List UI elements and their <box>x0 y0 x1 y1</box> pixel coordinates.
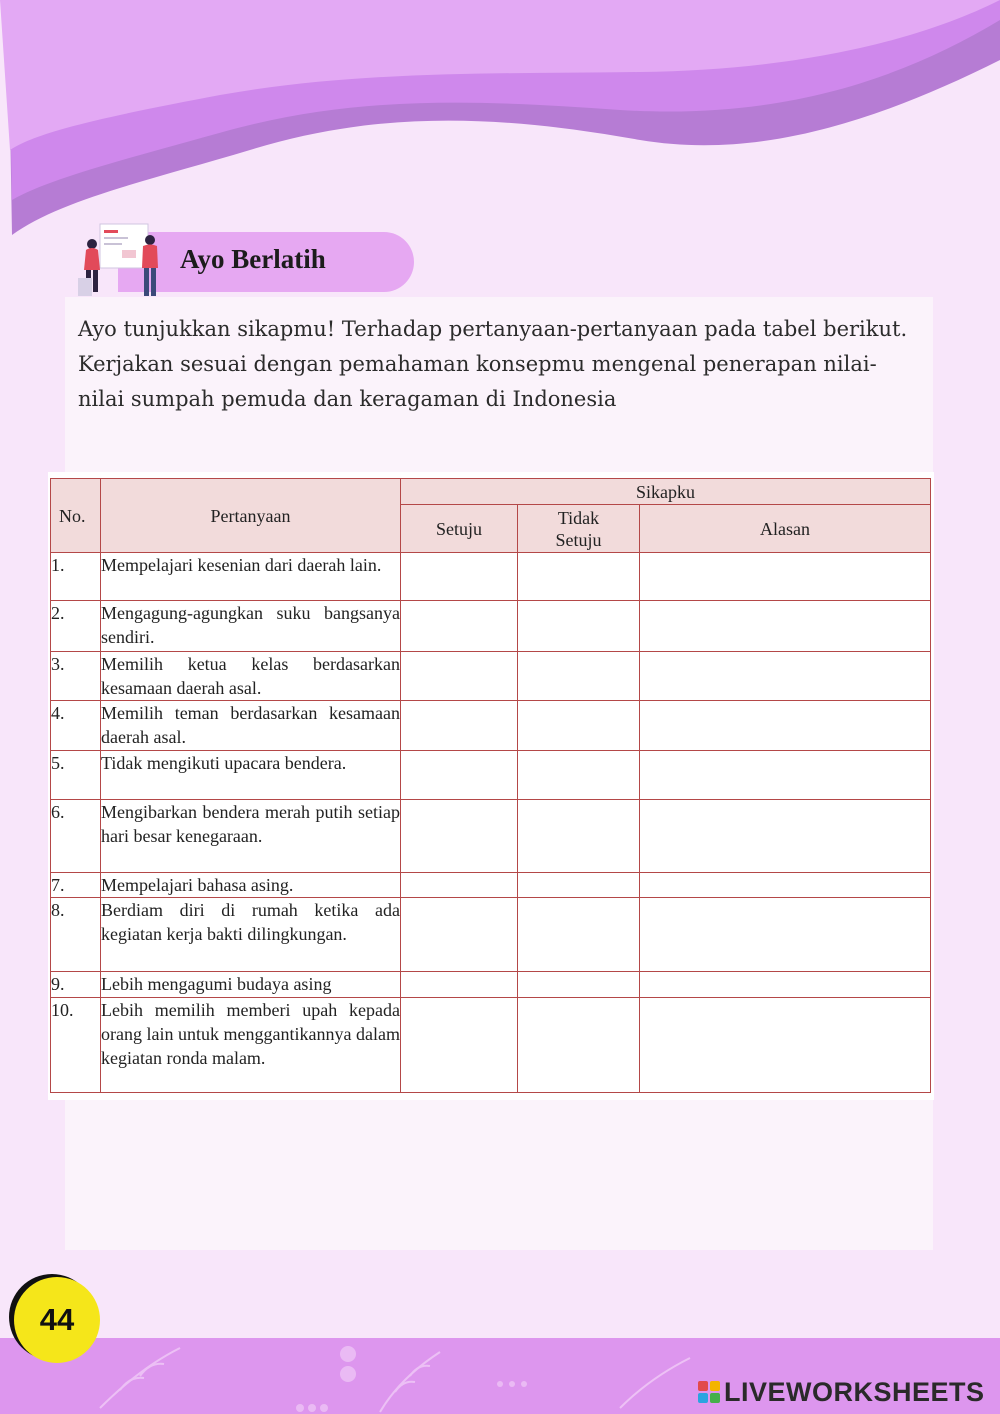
row-number: 2. <box>51 601 101 652</box>
table-row <box>51 800 931 873</box>
row-question: Tidak mengikuti upacara bendera. <box>101 751 401 800</box>
row-question: Berdiam diri di rumah ketika ada kegiatan kerja bakti dilingkungan. <box>101 898 401 972</box>
header-tidak-setuju: Tidak Setuju <box>518 505 640 553</box>
brand-logo <box>698 1376 985 1408</box>
table-row <box>51 898 931 972</box>
tidak-setuju-cell[interactable] <box>518 998 640 1093</box>
setuju-cell[interactable] <box>401 652 518 701</box>
setuju-cell[interactable] <box>401 898 518 972</box>
setuju-cell[interactable] <box>401 873 518 898</box>
tidak-setuju-cell[interactable] <box>518 972 640 998</box>
tidak-setuju-cell[interactable] <box>518 701 640 751</box>
alasan-cell[interactable] <box>640 998 931 1093</box>
table-row <box>51 972 931 998</box>
page-number: 44 <box>14 1277 100 1363</box>
alasan-cell[interactable] <box>640 601 931 652</box>
row-question: Lebih mengagumi budaya asing <box>101 972 401 998</box>
header-setuju: Setuju <box>401 505 518 553</box>
alasan-cell[interactable] <box>640 873 931 898</box>
row-number: 8. <box>51 898 101 972</box>
alasan-cell[interactable] <box>640 751 931 800</box>
alasan-cell[interactable] <box>640 898 931 972</box>
setuju-cell[interactable] <box>401 800 518 873</box>
table-row <box>51 873 931 898</box>
header-no: No. <box>51 479 101 553</box>
alasan-cell[interactable] <box>640 800 931 873</box>
tidak-setuju-cell[interactable] <box>518 553 640 601</box>
table-row <box>51 601 931 652</box>
alasan-cell[interactable] <box>640 701 931 751</box>
row-number: 6. <box>51 800 101 873</box>
row-question: Mengagung-agungkan suku bangsanya sendiri. <box>101 601 401 652</box>
row-question: Mengibarkan bendera merah putih setiap hari besar kenegaraan. <box>101 800 401 873</box>
alasan-cell[interactable] <box>640 652 931 701</box>
section-title: Ayo Berlatih <box>180 244 326 274</box>
header-wave-decoration <box>0 0 1000 240</box>
liveworksheets-logo-icon <box>698 1381 720 1403</box>
setuju-cell[interactable] <box>401 601 518 652</box>
setuju-cell[interactable] <box>401 972 518 998</box>
header-sikapku: Sikapku <box>401 479 931 505</box>
table-row <box>51 553 931 601</box>
people-illustration-icon <box>74 222 174 302</box>
row-number: 3. <box>51 652 101 701</box>
row-number: 4. <box>51 701 101 751</box>
tidak-setuju-cell[interactable] <box>518 652 640 701</box>
table-row <box>51 751 931 800</box>
row-question: Mempelajari bahasa asing. <box>101 873 401 898</box>
tidak-setuju-cell[interactable] <box>518 898 640 972</box>
tidak-setuju-cell[interactable] <box>518 601 640 652</box>
instruction-text: Ayo tunjukkan sikapmu! Terhadap pertanyaan-pertanyaan pada tabel berikut. Kerjakan sesuai dengan pemahaman konsepmu mengenal penerapan nilai-nilai sumpah pemuda dan keragaman di Indonesia <box>78 317 908 411</box>
attitude-table <box>50 478 931 1093</box>
header-alasan: Alasan <box>640 505 931 553</box>
tidak-setuju-cell[interactable] <box>518 800 640 873</box>
alasan-cell[interactable] <box>640 972 931 998</box>
header-pertanyaan: Pertanyaan <box>101 479 401 553</box>
brand-text: LIVEWORKSHEETS <box>724 1376 985 1407</box>
row-number: 7. <box>51 873 101 898</box>
section-badge <box>70 222 420 302</box>
setuju-cell[interactable] <box>401 701 518 751</box>
row-number: 5. <box>51 751 101 800</box>
tidak-setuju-cell[interactable] <box>518 873 640 898</box>
setuju-cell[interactable] <box>401 751 518 800</box>
row-number: 10. <box>51 998 101 1093</box>
setuju-cell[interactable] <box>401 998 518 1093</box>
table-row <box>51 701 931 751</box>
table-row <box>51 652 931 701</box>
row-number: 1. <box>51 553 101 601</box>
row-question: Mempelajari kesenian dari daerah lain. <box>101 553 401 601</box>
row-question: Lebih memilih memberi upah kepada orang lain untuk menggantikannya dalam kegiatan ronda malam. <box>101 998 401 1093</box>
tidak-setuju-cell[interactable] <box>518 751 640 800</box>
alasan-cell[interactable] <box>640 553 931 601</box>
table-row <box>51 998 931 1093</box>
row-question: Memilih teman berdasarkan kesamaan daerah asal. <box>101 701 401 751</box>
row-number: 9. <box>51 972 101 998</box>
row-question: Memilih ketua kelas berdasarkan kesamaan daerah asal. <box>101 652 401 701</box>
setuju-cell[interactable] <box>401 553 518 601</box>
